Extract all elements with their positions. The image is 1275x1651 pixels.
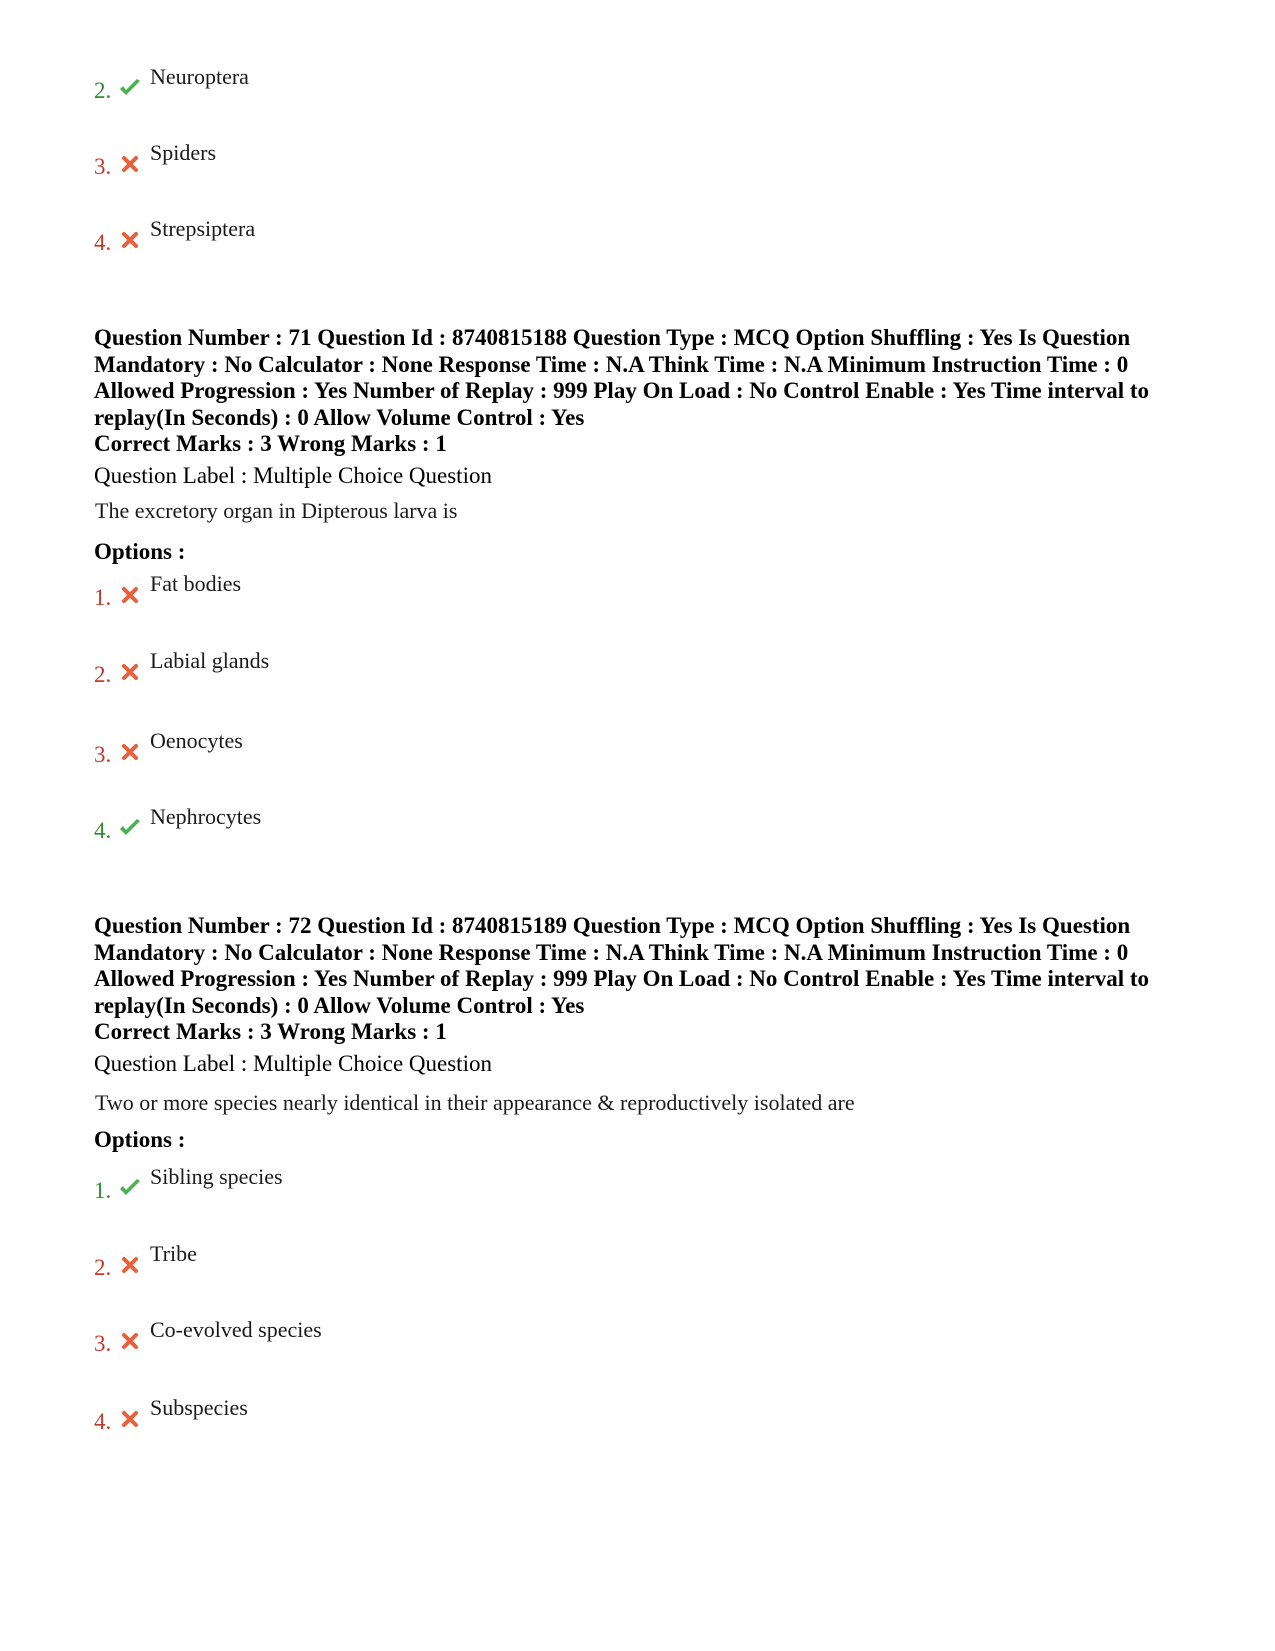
option-text: Strepsiptera [150, 216, 256, 241]
marks-line: Correct Marks : 3 Wrong Marks : 1 [94, 1019, 447, 1044]
options-label: Options : [94, 539, 186, 564]
option-row [94, 728, 894, 768]
option-row [94, 64, 894, 104]
option-number: 1. [94, 1178, 112, 1203]
check-icon [118, 1176, 142, 1200]
option-text: Co-evolved species [150, 1317, 322, 1342]
option-number: 2. [94, 662, 112, 687]
option-text: Tribe [150, 1241, 197, 1266]
option-number: 3. [94, 742, 112, 767]
question-label: Question Label : Multiple Choice Question [94, 1051, 492, 1076]
option-row [94, 1395, 894, 1435]
option-text: Nephrocytes [150, 804, 262, 829]
option-text: Oenocytes [150, 728, 243, 753]
cross-icon [118, 1407, 142, 1431]
check-icon [118, 816, 142, 840]
option-number: 3. [94, 1331, 112, 1356]
question-text: Two or more species nearly identical in their appearance & reproductively isolated are [95, 1090, 855, 1115]
option-row [94, 1241, 894, 1281]
cross-icon [118, 583, 142, 607]
option-row [94, 648, 894, 688]
option-number: 4. [94, 1409, 112, 1434]
question-header: Question Number : 72 Question Id : 8740815189 Question Type : MCQ Option Shuffling : Yes Is Question Mandatory : No Calculator : None Response Time : N.A Think Time : N.A Minimum Instruction Time : 0 Allowed Progression : Yes Number of Replay : 999 Play On Load : No Control Enable : Yes Time interval to replay(In Seconds) : 0 Allow Volume Control : Yes [94, 913, 1150, 1018]
question-header: Question Number : 71 Question Id : 8740815188 Question Type : MCQ Option Shuffling : Yes Is Question Mandatory : No Calculator : None Response Time : N.A Think Time : N.A Minimum Instruction Time : 0 Allowed Progression : Yes Number of Replay : 999 Play On Load : No Control Enable : Yes Time interval to replay(In Seconds) : 0 Allow Volume Control : Yes [94, 325, 1150, 430]
cross-icon [118, 228, 142, 252]
cross-icon [118, 1253, 142, 1277]
question-text: The excretory organ in Dipterous larva is [95, 498, 458, 523]
option-row [94, 804, 894, 844]
option-row [94, 216, 894, 256]
option-text: Fat bodies [150, 571, 242, 596]
option-number: 2. [94, 78, 112, 103]
cross-icon [118, 660, 142, 684]
marks-line: Correct Marks : 3 Wrong Marks : 1 [94, 431, 447, 456]
option-text: Sibling species [150, 1164, 283, 1189]
option-text: Subspecies [150, 1395, 248, 1420]
option-text: Neuroptera [150, 64, 249, 89]
cross-icon [118, 740, 142, 764]
cross-icon [118, 152, 142, 176]
option-number: 4. [94, 818, 112, 843]
option-row [94, 571, 894, 611]
option-number: 2. [94, 1255, 112, 1280]
question-label: Question Label : Multiple Choice Question [94, 463, 492, 488]
check-icon [118, 76, 142, 100]
cross-icon [118, 1329, 142, 1353]
option-number: 1. [94, 585, 112, 610]
option-text: Spiders [150, 140, 216, 165]
option-row [94, 1164, 894, 1204]
options-label: Options : [94, 1127, 186, 1152]
option-text: Labial glands [150, 648, 270, 673]
option-number: 4. [94, 230, 112, 255]
option-number: 3. [94, 154, 112, 179]
option-row [94, 140, 894, 180]
option-row [94, 1317, 894, 1357]
